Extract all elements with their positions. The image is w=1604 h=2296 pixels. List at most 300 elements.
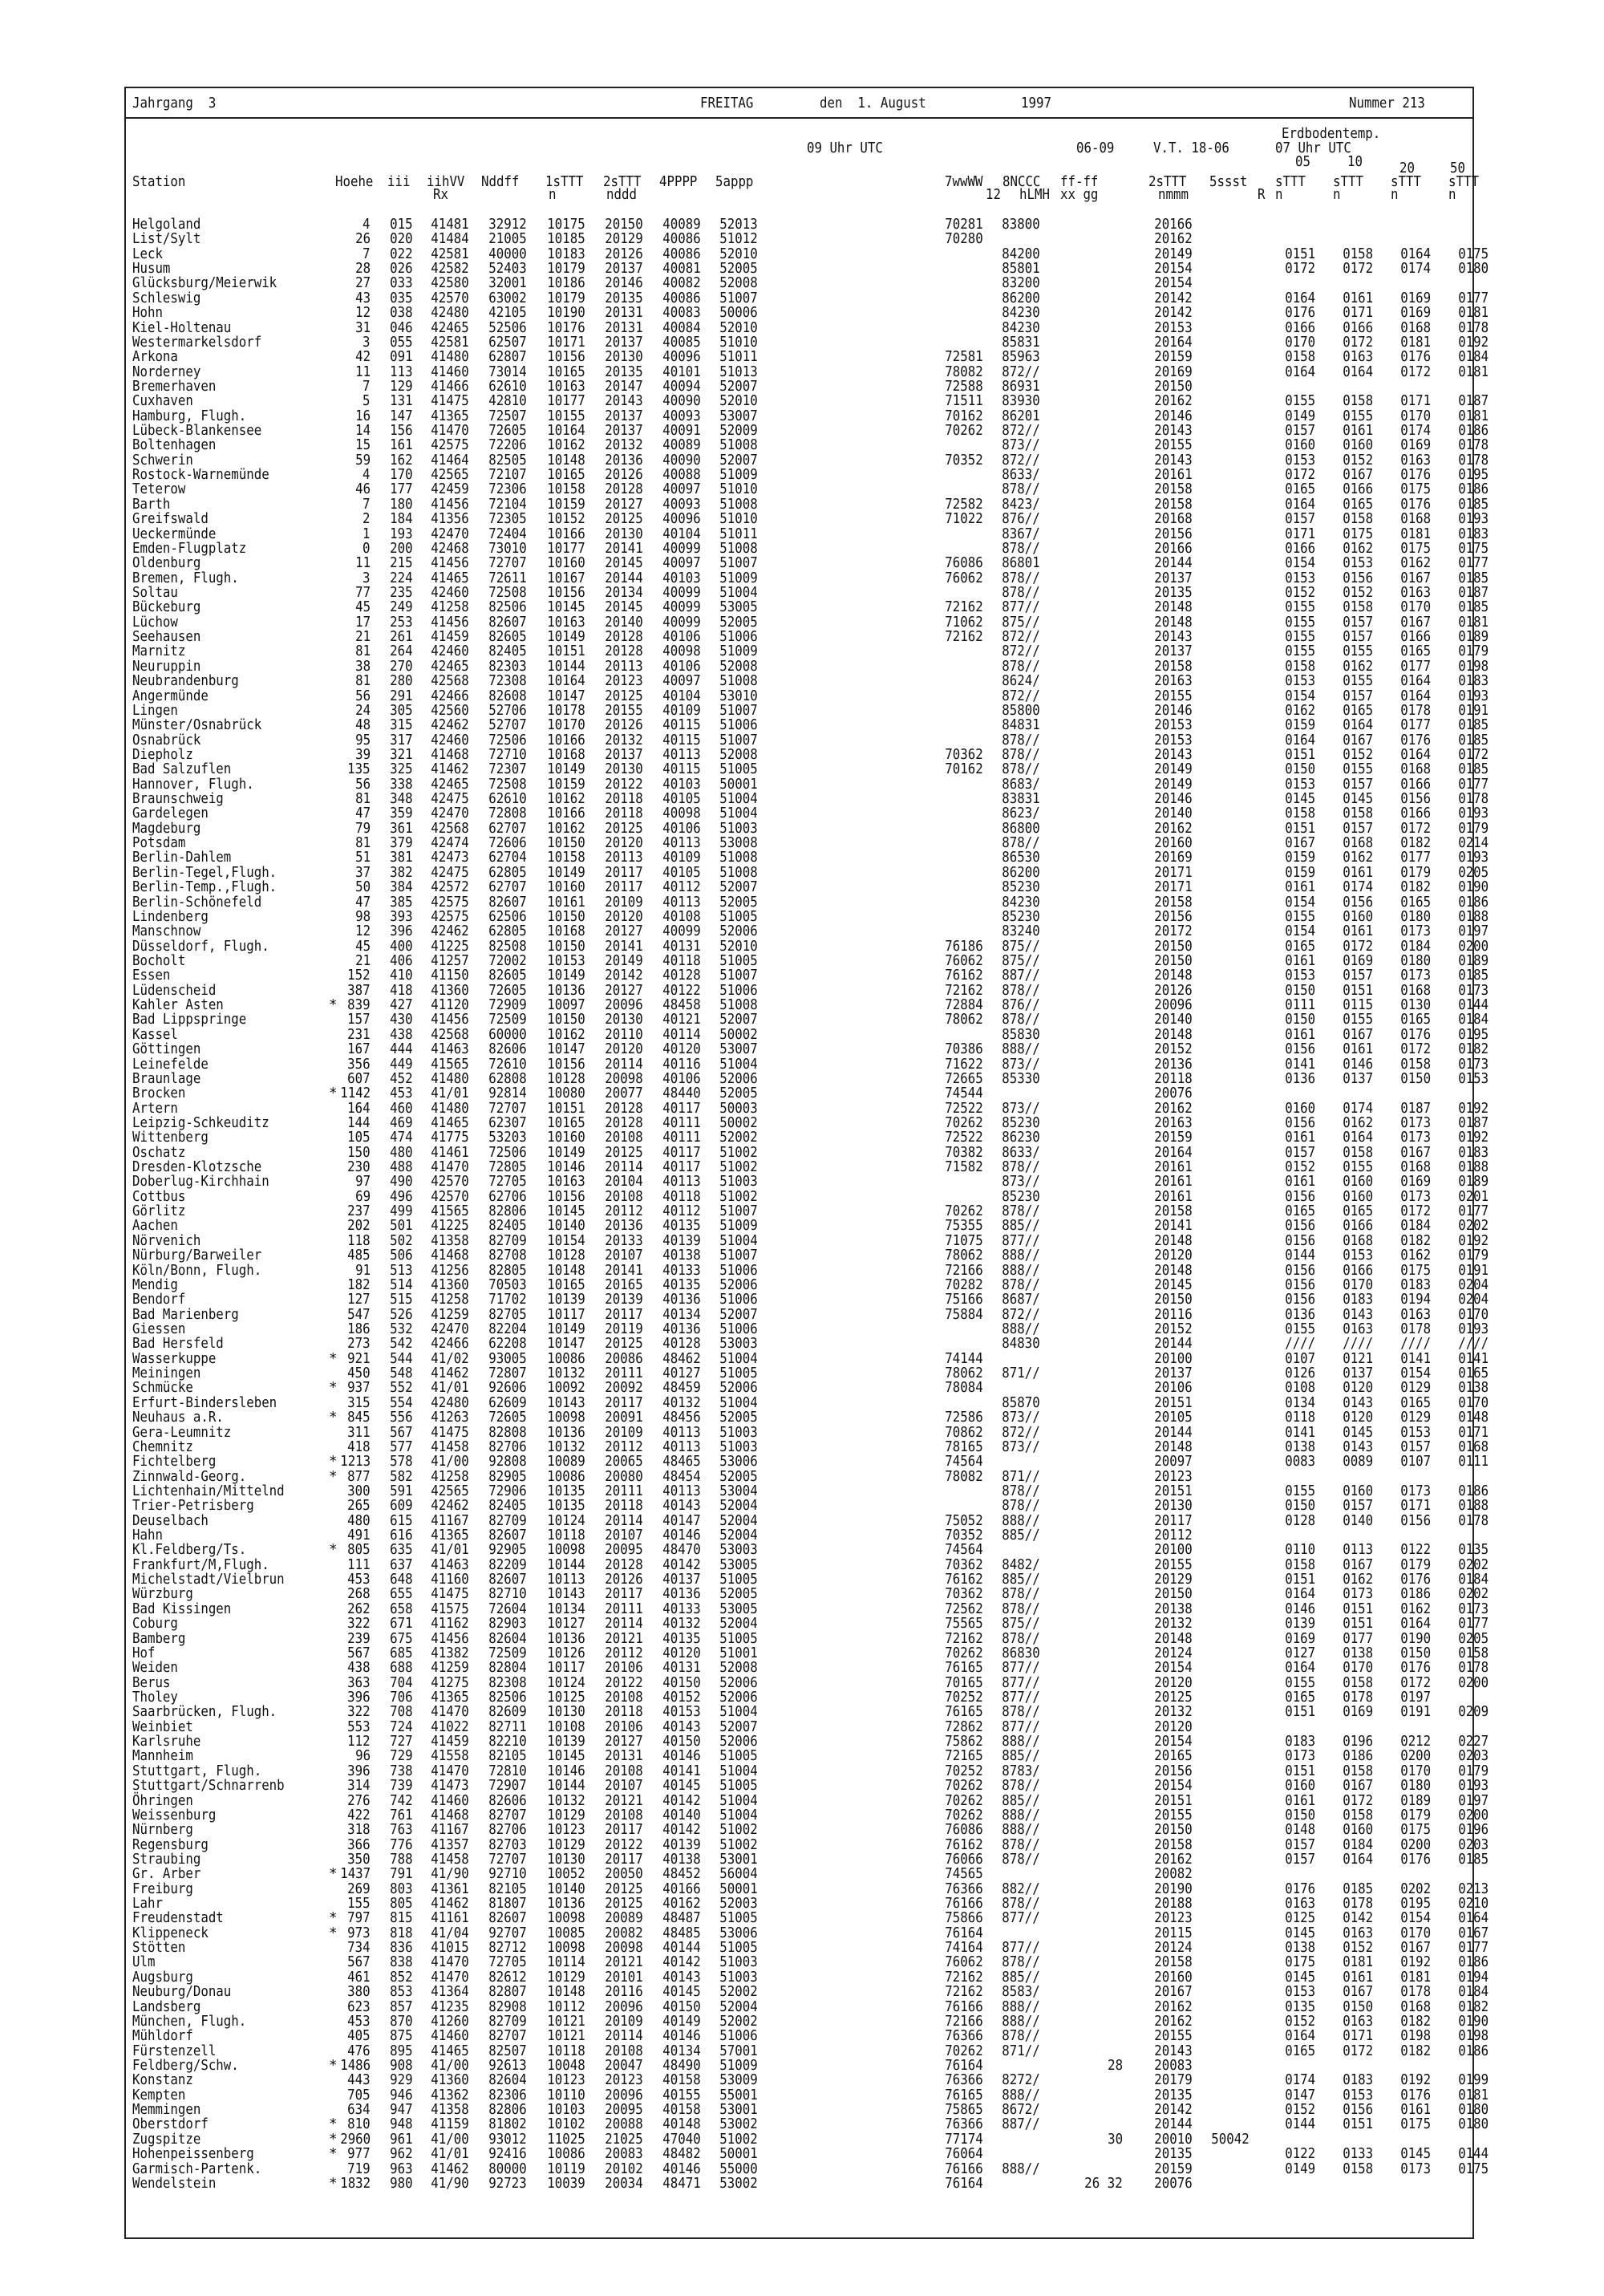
cell-nccc: 877// (1002, 1910, 1040, 1927)
cell-sttt3: 20152 (1154, 1041, 1193, 1058)
cell-iii: 515 (390, 1292, 413, 1308)
cell-soil10: 0155 (1343, 673, 1373, 690)
group-09utc: 09 Uhr UTC (807, 140, 883, 156)
cell-soil10: 0167 (1343, 1778, 1373, 1795)
cell-ihvv: 41358 (431, 1232, 469, 1249)
station-name: Brocken (132, 1085, 186, 1102)
cell-hoehe: 1142 (340, 1085, 371, 1102)
cell-nddff: 62610 (488, 378, 527, 395)
cell-soil10: 0167 (1343, 1556, 1373, 1573)
cell-sttt1: 10086 (547, 2146, 585, 2163)
cell-wwww: 75565 (945, 1616, 983, 1633)
cell-hoehe: 50 (355, 879, 371, 896)
cell-hoehe: 37 (355, 864, 371, 881)
cell-wwww: 76166 (945, 1998, 983, 2015)
cell-soil50: 0193 (1458, 1321, 1489, 1337)
cell-sttt2: 20091 (605, 1410, 643, 1426)
cell-wwww: 72862 (945, 1718, 983, 1735)
mountain-station-marker: * (329, 2146, 338, 2163)
cell-sttt3: 20143 (1154, 452, 1193, 469)
cell-nddff: 93012 (488, 2131, 527, 2148)
col-soil-10-sub: n (1333, 187, 1341, 203)
cell-appp: 50001 (719, 776, 758, 793)
cell-sttt3: 20150 (1154, 1586, 1193, 1603)
cell-soil05: 0145 (1285, 791, 1315, 808)
cell-soil50: //// (1458, 1336, 1489, 1353)
cell-soil10: 0172 (1343, 261, 1373, 278)
cell-nccc: 878// (1002, 1954, 1040, 1971)
cell-soil10: 0145 (1343, 1424, 1373, 1441)
cell-wwww: 76066 (945, 1851, 983, 1868)
station-name: Bad Hersfeld (132, 1336, 224, 1353)
cell-soil50: 0204 (1458, 1292, 1489, 1308)
cell-appp: 52004 (719, 1498, 758, 1515)
cell-appp: 50001 (719, 2146, 758, 2163)
cell-ihvv: 41463 (431, 1041, 469, 1058)
cell-soil10: 0160 (1343, 1174, 1373, 1191)
table-row (0, 1160, 1604, 1175)
cell-ihvv: 42462 (431, 923, 469, 940)
cell-hoehe: 1437 (340, 1866, 371, 1883)
cell-appp: 51002 (719, 1188, 758, 1205)
cell-sttt2: 20106 (605, 1718, 643, 1735)
cell-soil20: 0182 (1400, 1232, 1431, 1249)
cell-soil20: 0167 (1400, 570, 1431, 586)
cell-ihvv: 42575 (431, 437, 469, 454)
cell-pppp: 40115 (662, 761, 701, 778)
cell-sttt3: 20159 (1154, 349, 1193, 366)
cell-soil50: 0178 (1458, 452, 1489, 469)
cell-sttt3: 20156 (1154, 1763, 1193, 1779)
cell-soil10: 0172 (1343, 334, 1373, 351)
cell-soil05: 0156 (1285, 1262, 1315, 1279)
cell-soil20: 0195 (1400, 1896, 1431, 1913)
cell-pppp: 40105 (662, 791, 701, 808)
cell-nddff: 21005 (488, 231, 527, 248)
cell-nccc: 875// (1002, 1616, 1040, 1633)
cell-hoehe: 719 (347, 2160, 371, 2177)
cell-soil50: 0141 (1458, 1350, 1489, 1367)
cell-wwww: 70280 (945, 231, 983, 248)
cell-sttt1: 10166 (547, 732, 585, 748)
cell-appp: 52006 (719, 1734, 758, 1750)
cell-iii: 554 (390, 1394, 413, 1411)
cell-sttt3: 20120 (1154, 1247, 1193, 1264)
cell-iii: 582 (390, 1468, 413, 1485)
cell-nddff: 72306 (488, 481, 527, 498)
cell-wwww: 72162 (945, 982, 983, 999)
cell-sttt1: 10164 (547, 673, 585, 690)
cell-sttt1: 10158 (547, 850, 585, 866)
cell-iii: 591 (390, 1483, 413, 1499)
table-row (0, 1941, 1604, 1956)
cell-hoehe: 152 (347, 967, 371, 984)
cell-sttt1: 10146 (547, 1763, 585, 1779)
cell-soil10: 0160 (1343, 1188, 1373, 1205)
cell-soil20: 0179 (1400, 864, 1431, 881)
cell-ihvv: 42565 (431, 467, 469, 484)
table-row (0, 1146, 1604, 1161)
cell-appp: 51004 (719, 791, 758, 808)
cell-soil10: 0156 (1343, 894, 1373, 911)
cell-sttt2: 20120 (605, 1041, 643, 1058)
cell-hoehe: 2960 (340, 2131, 371, 2148)
cell-sttt1: 10118 (547, 2042, 585, 2059)
cell-iii: 418 (390, 982, 413, 999)
cell-soil50: 0187 (1458, 585, 1489, 601)
cell-soil10: 0163 (1343, 2013, 1373, 2030)
cell-nccc: 873// (1002, 437, 1040, 454)
station-name: Husum (132, 261, 171, 278)
cell-pppp: 40084 (662, 319, 701, 336)
cell-soil20: 0187 (1400, 1100, 1431, 1117)
cell-soil20: 0198 (1400, 2028, 1431, 2045)
cell-pppp: 40118 (662, 953, 701, 969)
station-name: Kiel-Holtenau (132, 319, 232, 336)
cell-appp: 53006 (719, 1454, 758, 1470)
cell-sttt2: 20114 (605, 2028, 643, 2045)
cell-sttt3: 20154 (1154, 1778, 1193, 1795)
cell-pppp: 40136 (662, 1321, 701, 1337)
table-row (0, 2176, 1604, 2192)
cell-sttt1: 10149 (547, 1321, 585, 1337)
cell-soil20: 0163 (1400, 585, 1431, 601)
cell-nddff: 62610 (488, 791, 527, 808)
cell-wwww: 71511 (945, 393, 983, 410)
cell-hoehe: 705 (347, 2087, 371, 2103)
cell-soil10: 0172 (1343, 938, 1373, 955)
cell-ihvv: 41456 (431, 614, 469, 631)
cell-hoehe: 491 (347, 1527, 371, 1544)
cell-soil20: //// (1400, 1336, 1431, 1353)
cell-sttt2: 20130 (605, 1012, 643, 1028)
cell-wwww: 71062 (945, 614, 983, 631)
cell-iii: 400 (390, 938, 413, 955)
cell-soil10: 0161 (1343, 864, 1373, 881)
cell-wwww: 72588 (945, 378, 983, 395)
cell-sttt3: 20136 (1154, 1056, 1193, 1073)
cell-sttt3: 20155 (1154, 2028, 1193, 2045)
cell-iii: 818 (390, 1925, 413, 1941)
cell-iii: 836 (390, 1940, 413, 1957)
station-name: Wittenberg (132, 1130, 209, 1146)
station-name: Diepholz (132, 746, 193, 763)
cell-sttt2: 20119 (605, 1321, 643, 1337)
cell-soil10: 0157 (1343, 614, 1373, 631)
cell-hoehe: 318 (347, 1822, 371, 1839)
cell-sttt3: 20162 (1154, 231, 1193, 248)
cell-pppp: 40120 (662, 1645, 701, 1661)
cell-sttt1: 10165 (547, 1276, 585, 1293)
cell-sttt1: 10098 (547, 1940, 585, 1957)
station-name: Neuhaus a.R. (132, 1410, 224, 1426)
cell-soil50: 0209 (1458, 1704, 1489, 1721)
cell-ihvv: 41015 (431, 1940, 469, 1957)
cell-iii: 469 (390, 1114, 413, 1131)
cell-soil50: 0144 (1458, 2146, 1489, 2163)
cell-appp: 52008 (719, 1660, 758, 1677)
cell-soil50: 0195 (1458, 1026, 1489, 1043)
cell-iii: 280 (390, 673, 413, 690)
cell-soil05: 0158 (1285, 349, 1315, 366)
cell-wwww: 70262 (945, 1778, 983, 1795)
cell-sttt2: 20141 (605, 938, 643, 955)
cell-hoehe: 56 (355, 688, 371, 704)
cell-hoehe: 363 (347, 1674, 371, 1691)
cell-sttt3: 20116 (1154, 1306, 1193, 1323)
station-name: Glücksburg/Meierwik (132, 275, 277, 292)
cell-iii: 685 (390, 1645, 413, 1661)
cell-hoehe: 450 (347, 1365, 371, 1382)
station-name: Memmingen (132, 2102, 201, 2119)
cell-appp: 51005 (719, 1748, 758, 1765)
soil-depth-10: 10 (1347, 154, 1363, 170)
cell-sttt1: 10160 (547, 555, 585, 572)
cell-hoehe: 322 (347, 1616, 371, 1633)
cell-sttt3: 20153 (1154, 319, 1193, 336)
cell-ihvv: 42580 (431, 275, 469, 292)
cell-sttt3: 20140 (1154, 1012, 1193, 1028)
cell-hoehe: 845 (347, 1410, 371, 1426)
cell-ihvv: 42470 (431, 805, 469, 822)
cell-nddff: 82607 (488, 1910, 527, 1927)
cell-soil10: 0137 (1343, 1365, 1373, 1382)
cell-appp: 50006 (719, 305, 758, 322)
cell-sttt1: 10125 (547, 1690, 585, 1706)
cell-soil50: 0153 (1458, 1070, 1489, 1087)
cell-ihvv: 41275 (431, 1674, 469, 1691)
cell-soil20: 0173 (1400, 1114, 1431, 1131)
table-row (0, 1234, 1604, 1249)
table-row (0, 1308, 1604, 1323)
cell-pppp: 40152 (662, 1690, 701, 1706)
cell-nddff: 82605 (488, 967, 527, 984)
cell-sttt2: 20109 (605, 1424, 643, 1441)
station-name: Wasserkuppe (132, 1350, 217, 1367)
cell-sttt3: 20105 (1154, 1410, 1193, 1426)
cell-soil50: 0167 (1458, 1925, 1489, 1941)
cell-sttt3: 20155 (1154, 1807, 1193, 1823)
cell-iii: 961 (390, 2131, 413, 2148)
cell-sttt1: 10136 (547, 1424, 585, 1441)
cell-sttt2: 20129 (605, 231, 643, 248)
table-row (0, 497, 1604, 513)
cell-soil05: 0165 (1285, 1690, 1315, 1706)
mountain-station-marker: * (329, 2116, 338, 2133)
cell-soil05: 0154 (1285, 894, 1315, 911)
cell-soil05: 0169 (1285, 1630, 1315, 1647)
cell-soil50: 0200 (1458, 938, 1489, 955)
cell-hoehe: 95 (355, 732, 371, 748)
cell-soil50: 0181 (1458, 2087, 1489, 2103)
cell-sttt1: 10112 (547, 1998, 585, 2015)
col-soil-20: sTTT (1391, 174, 1421, 190)
table-row (0, 1322, 1604, 1337)
table-row (0, 600, 1604, 615)
cell-hoehe: 480 (347, 1512, 371, 1529)
cell-sttt2: 20122 (605, 1674, 643, 1691)
cell-nddff: 62805 (488, 923, 527, 940)
cell-hoehe: 1213 (340, 1454, 371, 1470)
cell-soil10: 0162 (1343, 540, 1373, 557)
cell-ihvv: 41465 (431, 2042, 469, 2059)
cell-ihvv: 41257 (431, 953, 469, 969)
cell-ihvv: 41159 (431, 2116, 469, 2133)
cell-nccc: 84230 (1002, 305, 1040, 322)
cell-sttt2: 20126 (605, 717, 643, 734)
cell-soil10: 0156 (1343, 570, 1373, 586)
cell-soil05: 0164 (1285, 290, 1315, 306)
cell-nddff: 62307 (488, 1114, 527, 1131)
cell-pppp: 40150 (662, 1734, 701, 1750)
cell-hoehe: 4 (363, 467, 371, 484)
cell-soil20: 0150 (1400, 1645, 1431, 1661)
cell-ihvv: 41473 (431, 1778, 469, 1795)
cell-hoehe: 77 (355, 585, 371, 601)
cell-soil10: 0158 (1343, 599, 1373, 616)
station-name: Manschnow (132, 923, 201, 940)
cell-nddff: 82209 (488, 1556, 527, 1573)
cell-nddff: 82405 (488, 1218, 527, 1235)
cell-nccc: 885// (1002, 1572, 1040, 1588)
cell-iii: 046 (390, 319, 413, 336)
cell-sttt2: 20128 (605, 1556, 643, 1573)
cell-wwww: 72562 (945, 1600, 983, 1617)
cell-nccc: 84230 (1002, 894, 1040, 911)
cell-soil10: 0153 (1343, 1247, 1373, 1264)
cell-ihvv: 41470 (431, 1704, 469, 1721)
cell-appp: 53005 (719, 1600, 758, 1617)
cell-sttt1: 10128 (547, 1247, 585, 1264)
cell-soil20: 0184 (1400, 1218, 1431, 1235)
cell-sttt2: 20165 (605, 1276, 643, 1293)
cell-wwww: 70262 (945, 1792, 983, 1809)
table-row (0, 571, 1604, 586)
cell-nccc: 877// (1002, 1940, 1040, 1957)
cell-sttt2: 20107 (605, 1247, 643, 1264)
cell-wwww: 72582 (945, 496, 983, 513)
cell-iii: 161 (390, 437, 413, 454)
cell-ihvv: 41481 (431, 217, 469, 233)
table-row (0, 2044, 1604, 2059)
cell-nccc: 84200 (1002, 245, 1040, 262)
station-name: Landsberg (132, 1998, 201, 2015)
cell-ihvv: 41/04 (431, 1925, 469, 1941)
cell-sttt3: 20158 (1154, 496, 1193, 513)
cell-appp: 53005 (719, 1556, 758, 1573)
col-sttt1: 1sTTT (545, 174, 584, 190)
cell-hoehe: 877 (347, 1468, 371, 1485)
cell-sttt2: 20109 (605, 894, 643, 911)
cell-iii: 526 (390, 1306, 413, 1323)
cell-soil05: 0176 (1285, 1880, 1315, 1897)
cell-nccc: 86530 (1002, 850, 1040, 866)
cell-ihvv: 42459 (431, 481, 469, 498)
cell-sttt3: 20164 (1154, 1144, 1193, 1161)
cell-soil10: 0158 (1343, 393, 1373, 410)
table-row (0, 1101, 1604, 1117)
cell-nddff: 72707 (488, 555, 527, 572)
cell-soil10: 0161 (1343, 1969, 1373, 1986)
cell-soil10: 0152 (1343, 746, 1373, 763)
cell-sttt3: 20156 (1154, 908, 1193, 925)
cell-nddff: 72606 (488, 835, 527, 852)
cell-iii: 675 (390, 1630, 413, 1647)
cell-appp: 51008 (719, 437, 758, 454)
cell-wwww: 74564 (945, 1454, 983, 1470)
cell-pppp: 40111 (662, 1130, 701, 1146)
cell-nddff: 52706 (488, 702, 527, 719)
cell-ihvv: 42570 (431, 1188, 469, 1205)
cell-soil50: 0193 (1458, 805, 1489, 822)
cell-soil20: 0176 (1400, 349, 1431, 366)
cell-wwww: 72581 (945, 349, 983, 366)
cell-soil20: 0194 (1400, 1292, 1431, 1308)
cell-nccc: 888// (1002, 1247, 1040, 1264)
cell-sttt1: 10162 (547, 791, 585, 808)
cell-sttt2: 20118 (605, 1498, 643, 1515)
cell-hoehe: 45 (355, 599, 371, 616)
cell-sttt2: 20102 (605, 2160, 643, 2177)
cell-sttt1: 10149 (547, 967, 585, 984)
cell-sttt2: 20125 (605, 1336, 643, 1353)
cell-pppp: 40142 (662, 1556, 701, 1573)
station-name: Braunlage (132, 1070, 201, 1087)
cell-sttt1: 10149 (547, 1144, 585, 1161)
cell-sttt1: 10156 (547, 349, 585, 366)
table-row (0, 1086, 1604, 1101)
cell-sttt3: 20162 (1154, 2013, 1193, 2030)
cell-sttt1: 10156 (547, 1188, 585, 1205)
group-soil-time: 07 Uhr UTC (1275, 140, 1351, 156)
station-name: Weiden (132, 1660, 178, 1677)
cell-sttt3: 20158 (1154, 658, 1193, 675)
cell-sttt3: 20161 (1154, 1159, 1193, 1176)
cell-sttt1: 10185 (547, 231, 585, 248)
cell-soil05: 0156 (1285, 1188, 1315, 1205)
table-row (0, 394, 1604, 409)
cell-pppp: 40145 (662, 1984, 701, 2001)
station-name: Regensburg (132, 1836, 209, 1853)
table-row (0, 512, 1604, 527)
cell-sttt1: 10143 (547, 1394, 585, 1411)
table-row (0, 880, 1604, 895)
cell-pppp: 48490 (662, 2058, 701, 2074)
cell-wwww: 76086 (945, 555, 983, 572)
cell-ssst: 50042 (1211, 2131, 1250, 2148)
cell-ihvv: 42575 (431, 908, 469, 925)
cell-appp: 51006 (719, 1292, 758, 1308)
table-row (0, 247, 1604, 262)
cell-pppp: 40106 (662, 658, 701, 675)
cell-sttt3: 20152 (1154, 1321, 1193, 1337)
cell-nddff: 82607 (488, 894, 527, 911)
cell-soil20: 0170 (1400, 1763, 1431, 1779)
cell-hoehe: 380 (347, 1984, 371, 2001)
cell-soil50: 0186 (1458, 423, 1489, 440)
table-row (0, 939, 1604, 955)
cell-sttt2: 20155 (605, 702, 643, 719)
cell-appp: 51005 (719, 1630, 758, 1647)
cell-iii: 763 (390, 1822, 413, 1839)
cell-soil20: 0164 (1400, 245, 1431, 262)
cell-soil05: //// (1285, 1336, 1315, 1353)
cell-wwww: 71022 (945, 511, 983, 528)
cell-soil05: 0136 (1285, 1306, 1315, 1323)
cell-pppp: 40086 (662, 245, 701, 262)
station-name: Angermünde (132, 688, 209, 704)
cell-sttt2: 20108 (605, 2042, 643, 2059)
